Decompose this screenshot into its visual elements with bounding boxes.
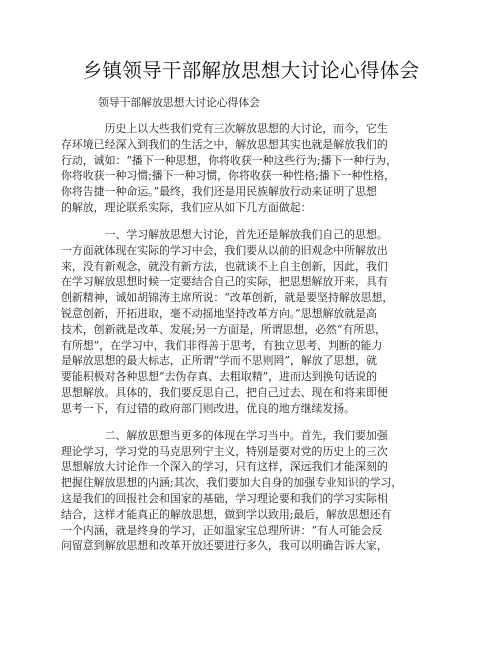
document-body: [61, 121, 501, 554]
text-line: 你将收获一种习惯;播下一种习惯，你将收获一种性格;播下一种性格，: [61, 169, 396, 183]
text-line: 是解放思想的最大标志，正所谓“学而不思则罔”，解放了思想，就: [61, 354, 378, 368]
text-line: 技术，创新就是改革、发展;另一方面是，所谓思想，必然“有所思，: [61, 322, 387, 336]
text-line: 这是我们的回报社会和国家的基础，学习理论要和我们的学习实际相: [61, 491, 388, 505]
text-line: 有所想”，在学习中，我们非得善于思考，有独立思考、判断的能力: [61, 338, 383, 352]
paragraph: [61, 428, 501, 554]
text-line: 一个内涵，就是终身的学习，正如温家宝总理所讲：“有人可能会反: [61, 523, 383, 537]
text-line: 思考一下，有过错的政府部门则改进，优良的地方继续发扬。: [61, 401, 356, 415]
text-line: 思想解放。具体的，我们要反思自己，把自己过去、现在和将来即便: [61, 385, 388, 399]
text-line: 你将告捷一种命运。”最终，我们还是用民族解放行动来证明了思想: [61, 185, 377, 199]
text-line: 在学习解放思想时候一定要结合自己的实际，把思想解放开来，具有: [61, 275, 388, 289]
paragraph-spacer: [61, 417, 501, 428]
text-line: 一、学习解放思想大讨论，首先还是解放我们自己的思想。: [61, 227, 388, 241]
text-line: 锐意创新，开拓进取，毫不动摇地坚持改革方向。”思想解放就是高: [61, 306, 377, 320]
document-title: 乡镇领导干部解放思想大讨论心得体会: [82, 59, 420, 82]
text-line: 结合，这样才能真正的解放思想，做到学以致用;最后，解放思想还有: [61, 507, 392, 521]
text-line: 创新精神，诚如胡锦涛主席所说：“改革创新，就是要坚持解放思想，: [61, 291, 394, 305]
text-line: 历史上以大些我们党有三次解放思想的大讨论，而今，它生: [61, 122, 388, 135]
text-line: 把握住解放思想的内涵;其次，我们要加大自身的加强专业知识的学习，: [61, 476, 403, 490]
text-line: 理论学习，学习党的马克思列宁主义，特别是要对党的历史上的三次: [61, 444, 388, 458]
paragraph: [61, 227, 501, 417]
text-line: 二、解放思想当更多的体现在学习当中。首先，我们要加强: [61, 428, 388, 442]
text-line: 来，没有新观念，就没有新方法，也就谈不上自主创新，因此，我们: [61, 259, 388, 273]
text-line: 行动，诚如：“播下一种思想，你将收获一种这些行为;播下一种行为，: [61, 153, 397, 167]
text-line: 一方面就体现在实际的学习中会，我们要从以前的旧观念中所解放出: [61, 243, 388, 257]
paragraph-spacer: [61, 216, 501, 227]
paragraph: [61, 121, 501, 216]
document-subtitle: 领导干部解放思想大讨论心得体会: [98, 96, 260, 109]
text-line: 问留意到解放思想和改革开放还要进行多久，我可以明确告诉大家，: [61, 539, 388, 553]
text-line: 存环境已经深入到我们的生活之中，解放思想其实也就是解放我们的: [61, 137, 388, 151]
text-line: 要能积极对各种思想“去伪存真、去粗取精”，进而达到换句话说的: [61, 370, 378, 384]
text-line: 的解放，理论联系实际，我们应从如下几方面做起：: [61, 200, 312, 214]
text-line: 思想解放大讨论作一个深入的学习，只有这样，深远我们才能深刻的: [61, 460, 388, 474]
